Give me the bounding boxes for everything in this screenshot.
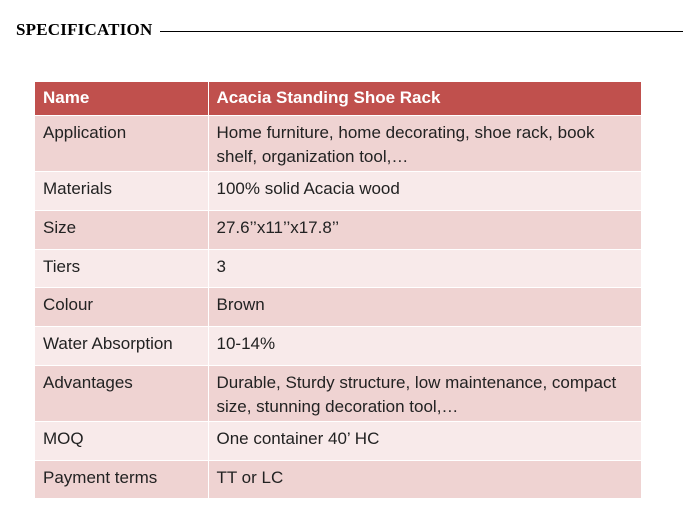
table-row [35, 421, 641, 460]
table-row [35, 287, 641, 326]
table-row [35, 460, 641, 498]
row-label: Colour [35, 287, 208, 326]
header-label-cell: Name [35, 82, 208, 115]
row-label: Advantages [35, 365, 208, 421]
table-row [35, 249, 641, 287]
table-header-row [35, 82, 641, 115]
row-value: 27.6’’x11’’x17.8’’ [208, 210, 641, 249]
row-value: 3 [208, 249, 641, 287]
row-label: MOQ [35, 421, 208, 460]
heading-rule [160, 31, 683, 32]
row-value: 10-14% [208, 326, 641, 365]
row-value: Home furniture, home decorating, shoe rack, book shelf, organization tool,… [208, 115, 641, 171]
row-value: One container 40’ HC [208, 421, 641, 460]
table-row [35, 210, 641, 249]
table-row [35, 171, 641, 210]
row-label: Application [35, 115, 208, 171]
row-label: Tiers [35, 249, 208, 287]
row-value: 100% solid Acacia wood [208, 171, 641, 210]
row-label: Size [35, 210, 208, 249]
row-value: Brown [208, 287, 641, 326]
section-heading: SPECIFICATION [16, 20, 153, 39]
row-label: Materials [35, 171, 208, 210]
header-value-cell: Acacia Standing Shoe Rack [208, 82, 641, 115]
table-row [35, 365, 641, 421]
row-value: TT or LC [208, 460, 641, 498]
row-label: Water Absorption [35, 326, 208, 365]
table-row [35, 326, 641, 365]
section-heading-row [16, 18, 683, 42]
row-value: Durable, Sturdy structure, low maintenance, compact size, stunning decoration tool,… [208, 365, 641, 421]
row-label: Payment terms [35, 460, 208, 498]
table-row [35, 115, 641, 171]
specification-table [35, 82, 641, 499]
